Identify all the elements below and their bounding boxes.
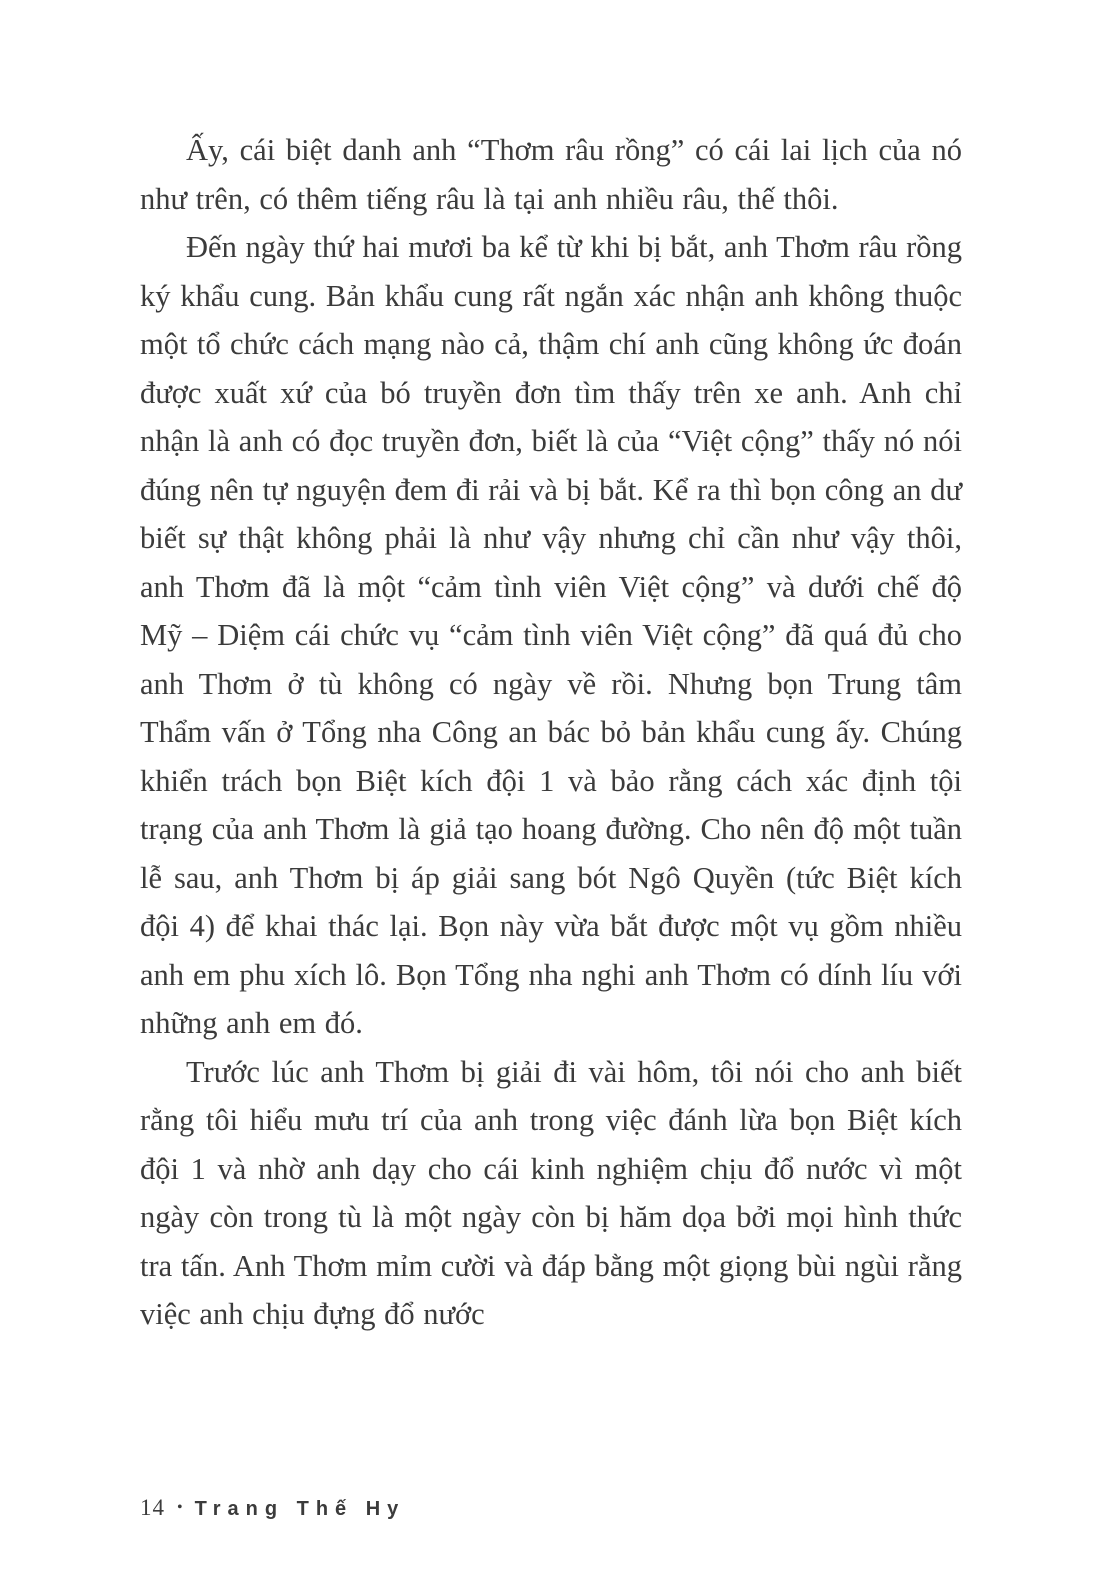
- body-text: [140, 126, 962, 1339]
- author-name: Trang Thế Hy: [194, 1498, 406, 1520]
- page-number: 14: [140, 1495, 165, 1520]
- page-footer: [140, 1495, 405, 1521]
- paragraph-1: Ấy, cái biệt danh anh “Thơm râu rồng” có cái lai lịch của nó như trên, có thêm tiếng râu là tại anh nhiều râu, thế thôi.: [140, 133, 962, 216]
- footer-separator: •: [177, 1499, 183, 1516]
- paragraph-3: Trước lúc anh Thơm bị giải đi vài hôm, tôi nói cho anh biết rằng tôi hiểu mưu trí của anh trong việc đánh lừa bọn Biệt kích đội 1 và nhờ anh dạy cho cái kinh nghiệm chịu đổ nước vì một ngày còn trong tù là một ngày còn bị hăm dọa bởi mọi hình thức tra tấn. Anh Thơm mỉm cười và đáp bằng một giọng bùi ngùi rằng việc anh chịu đựng đổ nước: [140, 1054, 962, 1331]
- paragraph-2: Đến ngày thứ hai mươi ba kể từ khi bị bắt, anh Thơm râu rồng ký khẩu cung. Bản khẩu cung rất ngắn xác nhận anh không thuộc một tổ chức cách mạng nào cả, thậm chí anh cũng không ức đoán được xuất xứ của bó truyền đơn tìm thấy trên xe anh. Anh chỉ nhận là anh có đọc truyền đơn, biết là của “Việt cộng” thấy nó nói đúng nên tự nguyện đem đi rải và bị bắt. Kể ra thì bọn công an dư biết sự thật không phải là như vậy nhưng chỉ cần như vậy thôi, anh Thơm đã là một “cảm tình viên Việt cộng” và dưới chế độ Mỹ – Diệm cái chức vụ “cảm tình viên Việt cộng” đã quá đủ cho anh Thơm ở tù không có ngày về rồi. Nhưng bọn Trung tâm Thẩm vấn ở Tổng nha Công an bác bỏ bản khẩu cung ấy. Chúng khiển trách bọn Biệt kích đội 1 và bảo rằng cách xác định tội trạng của anh Thơm là giả tạo hoang đường. Cho nên độ một tuần lễ sau, anh Thơm bị áp giải sang bót Ngô Quyền (tức Biệt kích đội 4) để khai thác lại. Bọn này vừa bắt được một vụ gồm nhiều anh em phu xích lô. Bọn Tổng nha nghi anh Thơm có dính líu với những anh em đó.: [140, 230, 962, 1040]
